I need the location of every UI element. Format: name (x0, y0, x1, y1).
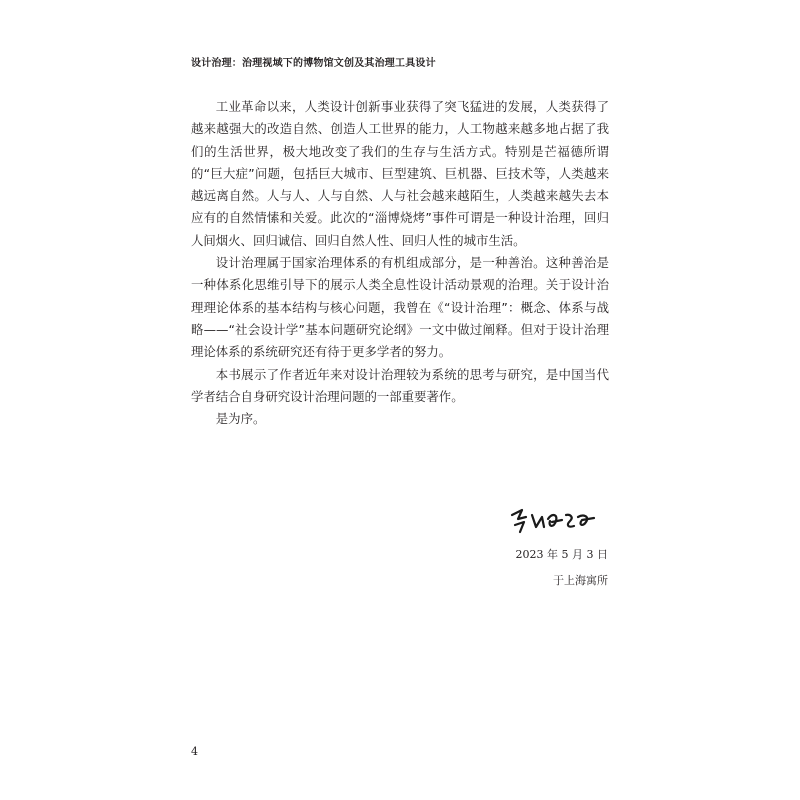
page-number: 4 (191, 745, 198, 758)
closing-place: 于上海寓所 (553, 574, 608, 587)
handwritten-signature (508, 505, 598, 535)
paragraph-2: 设计治理属于国家治理体系的有机组成部分，是一种善治。这种善治是一种体系化思维引导下的展示人类全息性设计活动景观的治理。关于设计治理理论体系的基本结构与核心问题，我曾在《“设计治理”：概念、体系与战略——“社会设计学”基本问题研究论纲》一文中做过阐释。但对于设计治理理论体系的系统研究还有待于更多学者的努力。 (191, 255, 609, 360)
paragraph-1: 工业革命以来，人类设计创新事业获得了突飞猛进的发展，人类获得了越来越强大的改造自然、创造人工世界的能力，人工物越来越多地占据了我们的生活世界，极大地改变了我们的生存与生活方式。特别是芒福德所谓的“巨大症”问题，包括巨大城市、巨型建筑、巨机器、巨技术等，人类越来越远离自然。人与人、人与自然、人与社会越来越陌生，人类越来越失去本应有的自然情愫和关爱。此次的“淄博烧烤”事件可谓是一种设计治理，回归人间烟火、回归诚信、回归自然人性、回归人性的城市生活。 (191, 99, 609, 248)
paragraph-4: 是为序。 (215, 411, 266, 427)
closing-date: 2023 年 5 月 3 日 (515, 548, 608, 561)
paragraph-3: 本书展示了作者近年来对设计治理较为系统的思考与研究，是中国当代学者结合自身研究设计治理问题的一部重要著作。 (191, 366, 609, 404)
preface-body (191, 96, 609, 430)
running-header: 设计治理：治理视域下的博物馆文创及其治理工具设计 (191, 58, 436, 69)
